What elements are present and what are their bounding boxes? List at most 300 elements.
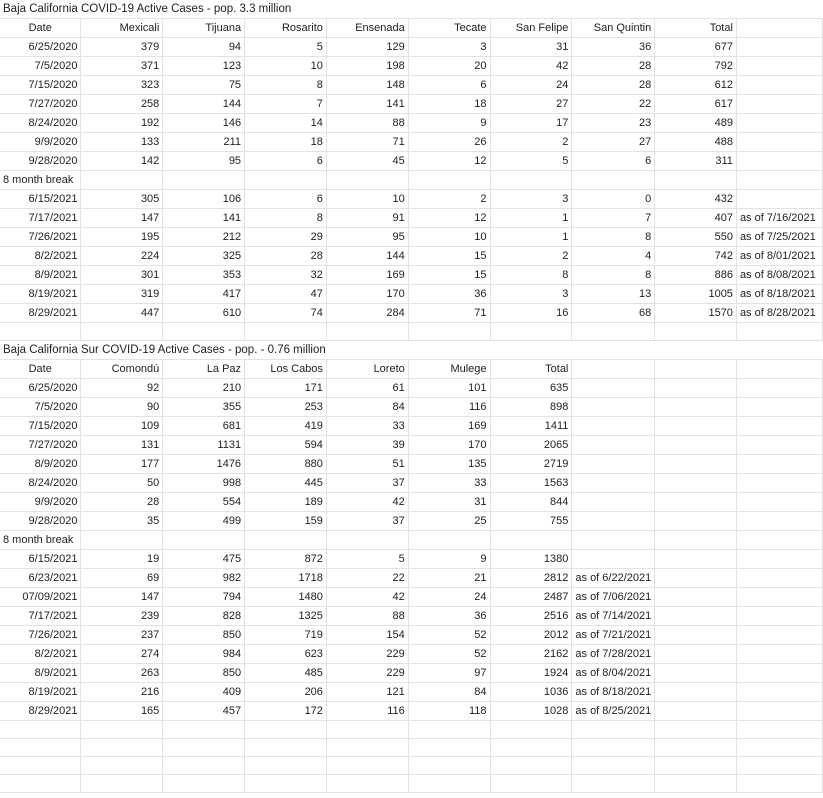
value-cell[interactable]: 485 xyxy=(245,664,327,683)
value-cell[interactable]: 37 xyxy=(326,512,408,531)
note-cell[interactable]: as of 8/01/2021 xyxy=(736,247,822,266)
value-cell[interactable]: 192 xyxy=(81,114,163,133)
value-cell[interactable]: 24 xyxy=(490,76,572,95)
column-header[interactable]: Tijuana xyxy=(163,19,245,38)
note-cell[interactable]: as of 7/14/2021 xyxy=(572,607,655,626)
empty-cell[interactable] xyxy=(736,171,822,190)
value-cell[interactable]: 33 xyxy=(408,474,490,493)
empty-cell[interactable] xyxy=(245,323,327,341)
value-cell[interactable]: 792 xyxy=(655,57,737,76)
value-cell[interactable]: 982 xyxy=(163,569,245,588)
empty-cell[interactable] xyxy=(0,775,81,793)
value-cell[interactable]: 1570 xyxy=(655,304,737,323)
value-cell[interactable]: 1325 xyxy=(245,607,327,626)
empty-cell[interactable] xyxy=(81,775,163,793)
value-cell[interactable]: 28 xyxy=(572,57,655,76)
empty-cell[interactable] xyxy=(655,493,737,512)
column-header[interactable]: Total xyxy=(490,360,572,379)
empty-cell[interactable] xyxy=(736,474,822,493)
value-cell[interactable]: 92 xyxy=(81,379,163,398)
date-cell[interactable]: 8/29/2021 xyxy=(0,702,81,721)
value-cell[interactable]: 4 xyxy=(572,247,655,266)
date-cell[interactable]: 6/15/2021 xyxy=(0,190,81,209)
value-cell[interactable]: 353 xyxy=(163,266,245,285)
empty-cell[interactable] xyxy=(655,757,737,775)
value-cell[interactable]: 42 xyxy=(326,588,408,607)
empty-cell[interactable] xyxy=(736,133,822,152)
value-cell[interactable]: 719 xyxy=(245,626,327,645)
date-cell[interactable]: 6/15/2021 xyxy=(0,550,81,569)
value-cell[interactable]: 2065 xyxy=(490,436,572,455)
empty-cell[interactable] xyxy=(326,721,408,739)
value-cell[interactable]: 131 xyxy=(81,436,163,455)
date-cell[interactable]: 8/29/2021 xyxy=(0,304,81,323)
value-cell[interactable]: 144 xyxy=(163,95,245,114)
value-cell[interactable]: 554 xyxy=(163,493,245,512)
value-cell[interactable]: 1380 xyxy=(490,550,572,569)
value-cell[interactable]: 189 xyxy=(245,493,327,512)
value-cell[interactable]: 432 xyxy=(655,190,737,209)
value-cell[interactable]: 195 xyxy=(81,228,163,247)
empty-cell[interactable] xyxy=(81,721,163,739)
empty-cell[interactable] xyxy=(655,398,737,417)
empty-cell[interactable] xyxy=(736,360,822,379)
note-cell[interactable]: as of 8/28/2021 xyxy=(736,304,822,323)
value-cell[interactable]: 8 xyxy=(245,209,327,228)
empty-cell[interactable] xyxy=(572,739,655,757)
date-cell[interactable]: 7/5/2020 xyxy=(0,57,81,76)
empty-cell[interactable] xyxy=(736,626,822,645)
empty-cell[interactable] xyxy=(736,739,822,757)
value-cell[interactable]: 8 xyxy=(245,76,327,95)
date-cell[interactable]: 9/9/2020 xyxy=(0,493,81,512)
value-cell[interactable]: 6 xyxy=(408,76,490,95)
empty-cell[interactable] xyxy=(81,171,163,190)
value-cell[interactable]: 36 xyxy=(408,607,490,626)
value-cell[interactable]: 3 xyxy=(408,38,490,57)
empty-cell[interactable] xyxy=(655,379,737,398)
empty-cell[interactable] xyxy=(736,569,822,588)
date-cell[interactable]: 8/2/2021 xyxy=(0,247,81,266)
value-cell[interactable]: 850 xyxy=(163,664,245,683)
value-cell[interactable]: 15 xyxy=(408,266,490,285)
empty-cell[interactable] xyxy=(736,398,822,417)
value-cell[interactable]: 5 xyxy=(490,152,572,171)
empty-cell[interactable] xyxy=(736,493,822,512)
value-cell[interactable]: 499 xyxy=(163,512,245,531)
note-cell[interactable]: as of 7/16/2021 xyxy=(736,209,822,228)
empty-cell[interactable] xyxy=(326,757,408,775)
value-cell[interactable]: 7 xyxy=(572,209,655,228)
date-cell[interactable]: 7/26/2021 xyxy=(0,228,81,247)
value-cell[interactable]: 301 xyxy=(81,266,163,285)
value-cell[interactable]: 253 xyxy=(245,398,327,417)
empty-cell[interactable] xyxy=(163,323,245,341)
value-cell[interactable]: 677 xyxy=(655,38,737,57)
value-cell[interactable]: 594 xyxy=(245,436,327,455)
empty-cell[interactable] xyxy=(736,757,822,775)
value-cell[interactable]: 323 xyxy=(81,76,163,95)
date-cell[interactable]: 7/17/2021 xyxy=(0,607,81,626)
value-cell[interactable]: 27 xyxy=(572,133,655,152)
empty-cell[interactable] xyxy=(655,512,737,531)
value-cell[interactable]: 8 xyxy=(572,266,655,285)
value-cell[interactable]: 258 xyxy=(81,95,163,114)
value-cell[interactable]: 409 xyxy=(163,683,245,702)
column-header[interactable]: Loreto xyxy=(326,360,408,379)
value-cell[interactable]: 14 xyxy=(245,114,327,133)
value-cell[interactable]: 755 xyxy=(490,512,572,531)
value-cell[interactable]: 84 xyxy=(408,683,490,702)
empty-cell[interactable] xyxy=(655,436,737,455)
empty-cell[interactable] xyxy=(655,417,737,436)
value-cell[interactable]: 206 xyxy=(245,683,327,702)
value-cell[interactable]: 28 xyxy=(245,247,327,266)
value-cell[interactable]: 116 xyxy=(408,398,490,417)
value-cell[interactable]: 45 xyxy=(326,152,408,171)
break-label[interactable]: 8 month break xyxy=(0,531,81,550)
date-cell[interactable]: 8/24/2020 xyxy=(0,114,81,133)
column-header[interactable]: La Paz xyxy=(163,360,245,379)
value-cell[interactable]: 135 xyxy=(408,455,490,474)
value-cell[interactable]: 850 xyxy=(163,626,245,645)
empty-cell[interactable] xyxy=(736,775,822,793)
empty-cell[interactable] xyxy=(655,569,737,588)
value-cell[interactable]: 39 xyxy=(326,436,408,455)
value-cell[interactable]: 31 xyxy=(490,38,572,57)
value-cell[interactable]: 169 xyxy=(326,266,408,285)
value-cell[interactable]: 7 xyxy=(245,95,327,114)
empty-cell[interactable] xyxy=(736,190,822,209)
value-cell[interactable]: 71 xyxy=(408,304,490,323)
value-cell[interactable]: 237 xyxy=(81,626,163,645)
empty-cell[interactable] xyxy=(736,379,822,398)
empty-cell[interactable] xyxy=(490,171,572,190)
value-cell[interactable]: 274 xyxy=(81,645,163,664)
value-cell[interactable]: 844 xyxy=(490,493,572,512)
value-cell[interactable]: 311 xyxy=(655,152,737,171)
value-cell[interactable]: 88 xyxy=(326,607,408,626)
empty-cell[interactable] xyxy=(81,757,163,775)
value-cell[interactable]: 1131 xyxy=(163,436,245,455)
value-cell[interactable]: 305 xyxy=(81,190,163,209)
empty-cell[interactable] xyxy=(245,775,327,793)
empty-cell[interactable] xyxy=(655,323,737,341)
empty-cell[interactable] xyxy=(736,512,822,531)
value-cell[interactable]: 32 xyxy=(245,266,327,285)
section-title[interactable]: Baja California COVID-19 Active Cases - pop. 3.3 million xyxy=(0,0,823,19)
note-cell[interactable]: as of 8/18/2021 xyxy=(736,285,822,304)
empty-cell[interactable] xyxy=(0,739,81,757)
value-cell[interactable]: 635 xyxy=(490,379,572,398)
value-cell[interactable]: 170 xyxy=(326,285,408,304)
empty-cell[interactable] xyxy=(572,455,655,474)
value-cell[interactable]: 154 xyxy=(326,626,408,645)
value-cell[interactable]: 42 xyxy=(326,493,408,512)
empty-cell[interactable] xyxy=(490,757,572,775)
empty-cell[interactable] xyxy=(408,739,490,757)
empty-cell[interactable] xyxy=(163,531,245,550)
value-cell[interactable]: 1028 xyxy=(490,702,572,721)
value-cell[interactable]: 2162 xyxy=(490,645,572,664)
empty-cell[interactable] xyxy=(572,360,655,379)
note-cell[interactable]: as of 7/06/2021 xyxy=(572,588,655,607)
empty-cell[interactable] xyxy=(572,512,655,531)
value-cell[interactable]: 457 xyxy=(163,702,245,721)
empty-cell[interactable] xyxy=(245,721,327,739)
value-cell[interactable]: 229 xyxy=(326,645,408,664)
empty-cell[interactable] xyxy=(572,721,655,739)
value-cell[interactable]: 12 xyxy=(408,152,490,171)
empty-cell[interactable] xyxy=(490,739,572,757)
value-cell[interactable]: 97 xyxy=(408,664,490,683)
empty-cell[interactable] xyxy=(408,775,490,793)
value-cell[interactable]: 27 xyxy=(490,95,572,114)
value-cell[interactable]: 24 xyxy=(408,588,490,607)
value-cell[interactable]: 75 xyxy=(163,76,245,95)
value-cell[interactable]: 33 xyxy=(326,417,408,436)
value-cell[interactable]: 6 xyxy=(572,152,655,171)
value-cell[interactable]: 6 xyxy=(245,190,327,209)
value-cell[interactable]: 22 xyxy=(572,95,655,114)
note-cell[interactable]: as of 7/28/2021 xyxy=(572,645,655,664)
date-cell[interactable]: 6/23/2021 xyxy=(0,569,81,588)
value-cell[interactable]: 13 xyxy=(572,285,655,304)
value-cell[interactable]: 88 xyxy=(326,114,408,133)
empty-cell[interactable] xyxy=(736,455,822,474)
value-cell[interactable]: 984 xyxy=(163,645,245,664)
empty-cell[interactable] xyxy=(572,323,655,341)
value-cell[interactable]: 898 xyxy=(490,398,572,417)
column-header[interactable]: Total xyxy=(655,19,737,38)
value-cell[interactable]: 10 xyxy=(326,190,408,209)
value-cell[interactable]: 1 xyxy=(490,209,572,228)
empty-cell[interactable] xyxy=(736,417,822,436)
value-cell[interactable]: 610 xyxy=(163,304,245,323)
value-cell[interactable]: 50 xyxy=(81,474,163,493)
value-cell[interactable]: 95 xyxy=(163,152,245,171)
value-cell[interactable]: 146 xyxy=(163,114,245,133)
value-cell[interactable]: 550 xyxy=(655,228,737,247)
column-header[interactable]: Rosarito xyxy=(245,19,327,38)
empty-cell[interactable] xyxy=(408,171,490,190)
empty-cell[interactable] xyxy=(655,626,737,645)
empty-cell[interactable] xyxy=(163,721,245,739)
value-cell[interactable]: 379 xyxy=(81,38,163,57)
value-cell[interactable]: 18 xyxy=(408,95,490,114)
value-cell[interactable]: 229 xyxy=(326,664,408,683)
date-cell[interactable]: 9/28/2020 xyxy=(0,152,81,171)
value-cell[interactable]: 417 xyxy=(163,285,245,304)
value-cell[interactable]: 165 xyxy=(81,702,163,721)
value-cell[interactable]: 123 xyxy=(163,57,245,76)
empty-cell[interactable] xyxy=(408,531,490,550)
column-header[interactable]: Tecate xyxy=(408,19,490,38)
value-cell[interactable]: 325 xyxy=(163,247,245,266)
empty-cell[interactable] xyxy=(655,664,737,683)
empty-cell[interactable] xyxy=(81,531,163,550)
value-cell[interactable]: 148 xyxy=(326,76,408,95)
empty-cell[interactable] xyxy=(572,550,655,569)
value-cell[interactable]: 36 xyxy=(408,285,490,304)
empty-cell[interactable] xyxy=(736,645,822,664)
note-cell[interactable]: as of 7/21/2021 xyxy=(572,626,655,645)
date-cell[interactable]: 8/19/2021 xyxy=(0,285,81,304)
value-cell[interactable]: 35 xyxy=(81,512,163,531)
value-cell[interactable]: 828 xyxy=(163,607,245,626)
value-cell[interactable]: 211 xyxy=(163,133,245,152)
value-cell[interactable]: 177 xyxy=(81,455,163,474)
column-header[interactable]: Date xyxy=(0,19,81,38)
value-cell[interactable]: 212 xyxy=(163,228,245,247)
section-title[interactable]: Baja California Sur COVID-19 Active Cases - pop. - 0.76 million xyxy=(0,341,823,360)
empty-cell[interactable] xyxy=(655,702,737,721)
value-cell[interactable]: 1480 xyxy=(245,588,327,607)
empty-cell[interactable] xyxy=(736,38,822,57)
empty-cell[interactable] xyxy=(326,323,408,341)
value-cell[interactable]: 169 xyxy=(408,417,490,436)
column-header[interactable]: Mulege xyxy=(408,360,490,379)
value-cell[interactable]: 121 xyxy=(326,683,408,702)
value-cell[interactable]: 407 xyxy=(655,209,737,228)
empty-cell[interactable] xyxy=(163,739,245,757)
value-cell[interactable]: 1 xyxy=(490,228,572,247)
date-cell[interactable]: 7/15/2020 xyxy=(0,76,81,95)
empty-cell[interactable] xyxy=(655,360,737,379)
value-cell[interactable]: 2 xyxy=(490,133,572,152)
value-cell[interactable]: 284 xyxy=(326,304,408,323)
empty-cell[interactable] xyxy=(163,171,245,190)
value-cell[interactable]: 9 xyxy=(408,114,490,133)
empty-cell[interactable] xyxy=(572,474,655,493)
date-cell[interactable]: 6/25/2020 xyxy=(0,38,81,57)
column-header[interactable]: Comondú xyxy=(81,360,163,379)
empty-cell[interactable] xyxy=(655,739,737,757)
empty-cell[interactable] xyxy=(736,152,822,171)
value-cell[interactable]: 109 xyxy=(81,417,163,436)
empty-cell[interactable] xyxy=(736,114,822,133)
empty-cell[interactable] xyxy=(0,721,81,739)
value-cell[interactable]: 74 xyxy=(245,304,327,323)
empty-cell[interactable] xyxy=(163,757,245,775)
empty-cell[interactable] xyxy=(655,607,737,626)
date-cell[interactable]: 8/24/2020 xyxy=(0,474,81,493)
date-cell[interactable]: 7/15/2020 xyxy=(0,417,81,436)
value-cell[interactable]: 15 xyxy=(408,247,490,266)
value-cell[interactable]: 489 xyxy=(655,114,737,133)
value-cell[interactable]: 94 xyxy=(163,38,245,57)
value-cell[interactable]: 91 xyxy=(326,209,408,228)
value-cell[interactable]: 445 xyxy=(245,474,327,493)
value-cell[interactable]: 2487 xyxy=(490,588,572,607)
value-cell[interactable]: 210 xyxy=(163,379,245,398)
value-cell[interactable]: 37 xyxy=(326,474,408,493)
empty-cell[interactable] xyxy=(0,757,81,775)
value-cell[interactable]: 51 xyxy=(326,455,408,474)
empty-cell[interactable] xyxy=(736,95,822,114)
empty-cell[interactable] xyxy=(408,721,490,739)
empty-cell[interactable] xyxy=(655,171,737,190)
empty-cell[interactable] xyxy=(572,398,655,417)
empty-cell[interactable] xyxy=(572,436,655,455)
value-cell[interactable]: 1476 xyxy=(163,455,245,474)
column-header[interactable]: Ensenada xyxy=(326,19,408,38)
date-cell[interactable]: 6/25/2020 xyxy=(0,379,81,398)
empty-cell[interactable] xyxy=(572,171,655,190)
value-cell[interactable]: 52 xyxy=(408,645,490,664)
empty-cell[interactable] xyxy=(655,531,737,550)
date-cell[interactable]: 07/09/2021 xyxy=(0,588,81,607)
date-cell[interactable]: 7/5/2020 xyxy=(0,398,81,417)
empty-cell[interactable] xyxy=(163,775,245,793)
value-cell[interactable]: 23 xyxy=(572,114,655,133)
value-cell[interactable]: 95 xyxy=(326,228,408,247)
value-cell[interactable]: 617 xyxy=(655,95,737,114)
empty-cell[interactable] xyxy=(490,531,572,550)
column-header[interactable]: San Quintin xyxy=(572,19,655,38)
value-cell[interactable]: 170 xyxy=(408,436,490,455)
value-cell[interactable]: 880 xyxy=(245,455,327,474)
empty-cell[interactable] xyxy=(655,721,737,739)
empty-cell[interactable] xyxy=(736,57,822,76)
empty-cell[interactable] xyxy=(245,171,327,190)
date-cell[interactable]: 7/27/2020 xyxy=(0,95,81,114)
value-cell[interactable]: 2 xyxy=(408,190,490,209)
date-cell[interactable]: 7/26/2021 xyxy=(0,626,81,645)
empty-cell[interactable] xyxy=(245,757,327,775)
value-cell[interactable]: 9 xyxy=(408,550,490,569)
value-cell[interactable]: 488 xyxy=(655,133,737,152)
value-cell[interactable]: 319 xyxy=(81,285,163,304)
empty-cell[interactable] xyxy=(81,323,163,341)
value-cell[interactable]: 26 xyxy=(408,133,490,152)
value-cell[interactable]: 106 xyxy=(163,190,245,209)
empty-cell[interactable] xyxy=(655,645,737,664)
value-cell[interactable]: 1563 xyxy=(490,474,572,493)
empty-cell[interactable] xyxy=(655,474,737,493)
date-cell[interactable]: 8/19/2021 xyxy=(0,683,81,702)
empty-cell[interactable] xyxy=(81,739,163,757)
value-cell[interactable]: 147 xyxy=(81,588,163,607)
empty-cell[interactable] xyxy=(572,757,655,775)
break-label[interactable]: 8 month break xyxy=(0,171,81,190)
value-cell[interactable]: 133 xyxy=(81,133,163,152)
value-cell[interactable]: 19 xyxy=(81,550,163,569)
note-cell[interactable]: as of 7/25/2021 xyxy=(736,228,822,247)
value-cell[interactable]: 22 xyxy=(326,569,408,588)
value-cell[interactable]: 116 xyxy=(326,702,408,721)
empty-cell[interactable] xyxy=(490,721,572,739)
value-cell[interactable]: 129 xyxy=(326,38,408,57)
value-cell[interactable]: 6 xyxy=(245,152,327,171)
date-cell[interactable]: 9/9/2020 xyxy=(0,133,81,152)
empty-cell[interactable] xyxy=(736,702,822,721)
value-cell[interactable]: 18 xyxy=(245,133,327,152)
empty-cell[interactable] xyxy=(408,757,490,775)
empty-cell[interactable] xyxy=(572,775,655,793)
value-cell[interactable]: 239 xyxy=(81,607,163,626)
value-cell[interactable]: 198 xyxy=(326,57,408,76)
value-cell[interactable]: 172 xyxy=(245,702,327,721)
empty-cell[interactable] xyxy=(572,379,655,398)
value-cell[interactable]: 101 xyxy=(408,379,490,398)
value-cell[interactable]: 2516 xyxy=(490,607,572,626)
note-cell[interactable]: as of 8/08/2021 xyxy=(736,266,822,285)
value-cell[interactable]: 28 xyxy=(81,493,163,512)
empty-cell[interactable] xyxy=(736,323,822,341)
value-cell[interactable]: 1411 xyxy=(490,417,572,436)
value-cell[interactable]: 25 xyxy=(408,512,490,531)
